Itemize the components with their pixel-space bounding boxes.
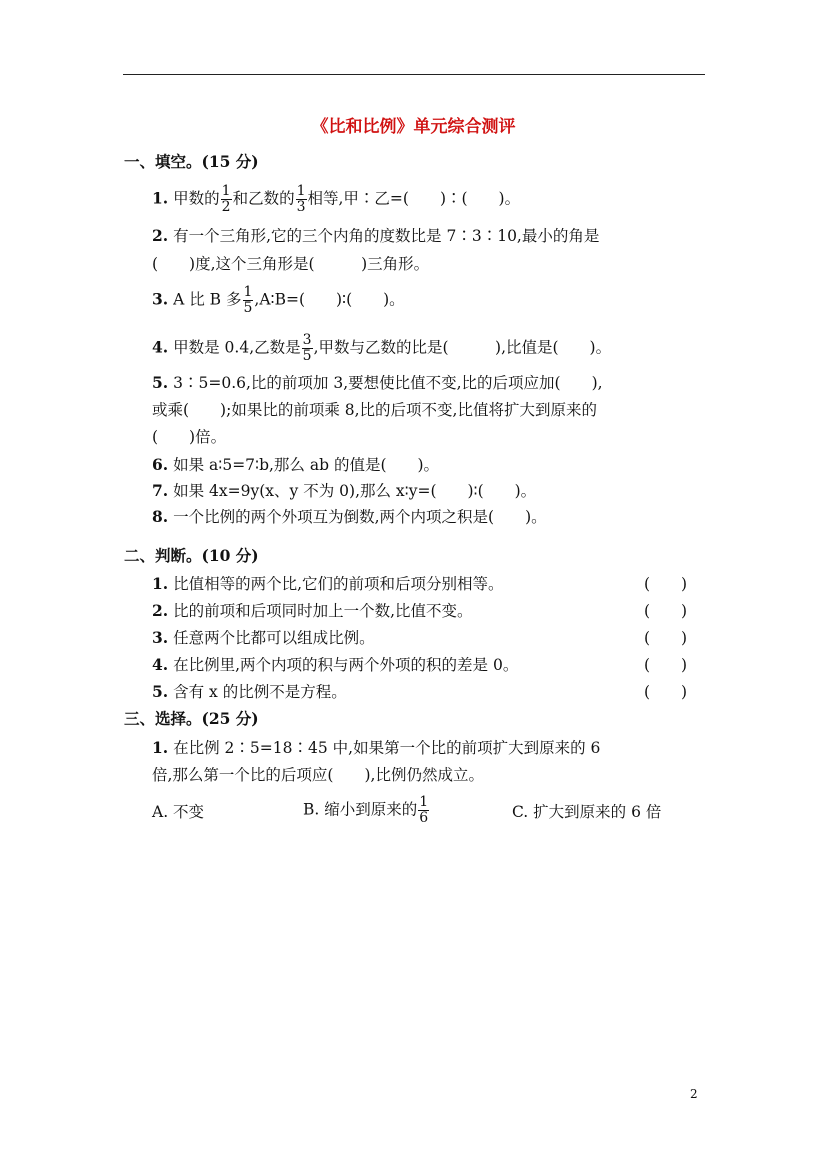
fraction: $\frac{3}{5}$: [302, 332, 312, 364]
answer-paren-1[interactable]: ( ): [644, 575, 688, 593]
question-1-2-line2: ( )度,这个三角形是( )三角形。: [152, 255, 430, 273]
fraction: $\frac{1}{3}$: [296, 183, 306, 215]
judge-item-3: 3. 任意两个比都可以组成比例。: [152, 628, 375, 647]
section-2-heading: 二、判断。(10 分): [124, 546, 259, 565]
header-rule: [123, 74, 705, 75]
option-c[interactable]: C. 扩大到原来的 6 倍: [512, 803, 662, 821]
option-b[interactable]: B. 缩小到原来的 $\frac{1}{6}$: [303, 794, 429, 826]
judge-item-2: 2. 比的前项和后项同时加上一个数,比值不变。: [152, 601, 473, 620]
question-1-5-line3: ( )倍。: [152, 428, 227, 446]
page-number: 2: [690, 1087, 698, 1101]
question-1-5-line1: 5. 3∶5=0.6,比的前项加 3,要想使比值不变,比的后项应加( ),: [152, 373, 603, 392]
question-1-5-line2: 或乘( );如果比的前项乘 8,比的后项不变,比值将扩大到原来的: [152, 401, 597, 419]
judge-item-5: 5. 含有 x 的比例不是方程。: [152, 682, 347, 701]
fraction: $\frac{1}{5}$: [243, 284, 253, 316]
judge-item-1: 1. 比值相等的两个比,它们的前项和后项分别相等。: [152, 574, 504, 593]
question-1-7: 7. 如果 4x=9y(x、y 不为 0),那么 x∶y=( )∶( )。: [152, 481, 537, 500]
answer-paren-4[interactable]: ( ): [644, 656, 688, 674]
question-1-2-line1: 2. 有一个三角形,它的三个内角的度数比是 7∶3∶10,最小的角是: [152, 226, 600, 245]
fraction: $\frac{1}{2}$: [221, 183, 231, 215]
answer-paren-3[interactable]: ( ): [644, 629, 688, 647]
choice-question-1-line2: 倍,那么第一个比的后项应( ),比例仍然成立。: [152, 766, 484, 784]
question-1-3: 3. A 比 B 多 $\frac{1}{5}$ ,A∶B=( )∶( )。: [152, 284, 405, 316]
page-title: 《比和比例》单元综合测评: [311, 117, 516, 137]
judge-item-4: 4. 在比例里,两个内项的积与两个外项的积的差是 0。: [152, 655, 519, 674]
section-3-heading: 三、选择。(25 分): [124, 709, 259, 728]
section-1-heading: 一、填空。(15 分): [124, 152, 259, 171]
choice-question-1-line1: 1. 在比例 2∶5=18∶45 中,如果第一个比的前项扩大到原来的 6: [152, 738, 601, 757]
question-1-1: 1. 甲数的 $\frac{1}{2}$ 和乙数的 $\frac{1}{3}$ 相等,甲∶乙=( )∶( )。: [152, 183, 521, 215]
answer-paren-5[interactable]: ( ): [644, 683, 688, 701]
fraction: $\frac{1}{6}$: [419, 794, 429, 826]
question-1-6: 6. 如果 a∶5=7∶b,那么 ab 的值是( )。: [152, 455, 440, 474]
option-a[interactable]: A. 不变: [152, 803, 205, 821]
question-1-8: 8. 一个比例的两个外项互为倒数,两个内项之积是( )。: [152, 507, 547, 526]
question-1-4: 4. 甲数是 0.4,乙数是 $\frac{3}{5}$ ,甲数与乙数的比是( ),比值是( )。: [152, 332, 612, 364]
answer-paren-2[interactable]: ( ): [644, 602, 688, 620]
